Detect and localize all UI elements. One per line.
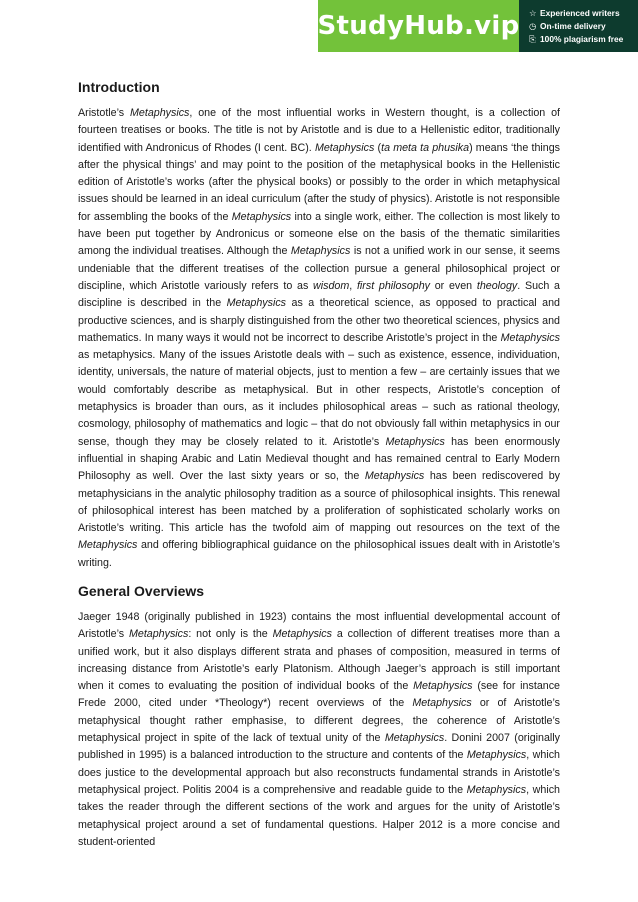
text-run: as metaphysics. Many of the issues Aristotle deals with – such as existence, essence, individuation, identity, universals, the nature of material objects, just to mention a few – are certainly issues that we would comfortably describe as metaphysical. But in other respects, Aristotle’s conception of metaphysics is broader than ours, as it includes philosophical areas – such as rational theology, cosmology, philosophy of mathematics and logic – that do not obviously fall within metaphysics in our sense, though they may be closely related to it. Aristotle’s <box>78 349 560 448</box>
italic-title: Metaphysics <box>500 331 560 344</box>
text-run: ( <box>374 141 382 154</box>
feature-label: Experienced writers <box>540 7 620 18</box>
feature-plagiarism-free <box>529 33 638 46</box>
italic-title: Metaphysics <box>385 435 445 448</box>
italic-title: Metaphysics <box>314 141 375 154</box>
feature-on-time-delivery <box>529 20 638 33</box>
text-run: , which does justice to the developmental approach but also reconstructs fundamental strands in Aristotle’s metaphysical project. Politis 2004 is a comprehensive and readable guide to the <box>78 749 560 796</box>
document-check-icon: ⎘ <box>529 33 536 44</box>
studyhub-logo[interactable]: StudyHub.vip <box>318 0 519 52</box>
feature-label: 100% plagiarism free <box>540 33 624 44</box>
clock-icon: ◷ <box>529 20 537 31</box>
italic-title: Metaphysics <box>78 539 138 552</box>
text-run: or even <box>430 279 477 292</box>
text-run: (see for instance Frede 2000, cited under *Theology*) recent overviews of the <box>78 680 560 710</box>
text-run: into a single work, either. The collection is most likely to have been put together by Andronicus or someone else on the basis of the thematic similarities among the individual treatises. Although the <box>78 210 561 258</box>
italic-title: wisdom <box>313 279 350 292</box>
italic-title: Metaphysics <box>226 297 287 310</box>
text-run: . Such a discipline is described in the <box>78 279 560 310</box>
general-overviews-heading: General Overviews <box>78 583 205 599</box>
text-run: has been rediscovered by metaphysicians in the analytic philosophy tradition as a source of philosophical insights. This renewal of philosophical interest has been matched by a proliferation of sophisticated scholarly works on Aristotle’s writing. This article has the twofold aim of mapping out resources on the text of the <box>78 470 560 535</box>
text-run: and offering bibliographical guidance on the philosophical issues dealt with in Aristotle’s writing. <box>78 539 560 569</box>
italic-title: Metaphysics <box>128 628 189 641</box>
italic-title: Metaphysics <box>290 245 351 258</box>
text-run: ) means ‘the things after the physical things’ and may point to the position of the metaphysical books in the Hellenistic edition of Aristotle’s works (after the physical books) or possibly to the order in which metaphysical issues should be learned in an ideal curriculum (after the study of physics). Aristotle is not responsible for assembling the books of the <box>78 141 560 223</box>
italic-title: Metaphysics <box>364 470 425 483</box>
text-run: , <box>349 279 357 292</box>
text-run: a collection of different treatises more than a unified work, but it also displays different strata and phases of composition, measured in terms of increasing distance from Aristotle’s early Platonism. Although Jaeger’s approach is still important when it comes to evaluating the position of individual books of the <box>78 628 560 693</box>
feature-experienced-writers <box>529 7 638 20</box>
italic-title: theology <box>476 279 518 292</box>
italic-title: Metaphysics <box>272 628 332 641</box>
feature-label: On-time delivery <box>540 20 606 31</box>
text-run: , one of the most influential works in Western thought, is a collection of fourteen treatises or books. The title is not by Aristotle and is due to a Hellenistic editor, traditionally identified with Andronicus of Rhodes (I cent. BC). <box>78 107 560 154</box>
text-run: has been enormously influential in shaping Arabic and Latin Medieval thought and has remained central to Early Modern Philosophy as well. Over the last sixty years or so, the <box>78 435 560 483</box>
italic-title: Metaphysics <box>466 783 527 796</box>
text-run: Jaeger 1948 (originally published in 1923) contains the most influential developmental account of Aristotle’s <box>78 611 560 641</box>
text-run: is not a unified work in our sense, it seems undeniable that the different treatises of the collection pursue a general philosophical project or discipline, which Aristotle variously refers to as <box>78 245 560 292</box>
italic-title: Metaphysics <box>466 749 527 762</box>
text-run: or of Aristotle’s metaphysical thought rather emphasise, to different degrees, the coherence of Aristotle’s metaphysical project in spite of the lack of textual unity of the <box>78 697 560 745</box>
italic-title: first philosophy <box>356 279 430 292</box>
introduction-heading: Introduction <box>78 79 160 95</box>
italic-title: Metaphysics <box>231 210 292 223</box>
italic-title: ta meta ta phusika <box>381 141 470 154</box>
text-run: as a theoretical science, as opposed to practical and productive sciences, and is sharply distinguished from the other two theoretical sciences, physics and mathematics. In many ways it would not be incorrect to describe Aristotle’s project in the <box>78 297 560 344</box>
italic-title: Metaphysics <box>412 697 472 710</box>
introduction-paragraph <box>78 105 560 572</box>
star-icon: ☆ <box>529 7 537 18</box>
text-run: : not only is the <box>188 628 273 641</box>
italic-title: Metaphysics <box>413 680 473 693</box>
banner-features <box>519 0 638 52</box>
italic-title: Metaphysics <box>130 107 190 119</box>
studyhub-banner[interactable] <box>318 0 638 52</box>
italic-title: Metaphysics <box>384 732 445 745</box>
text-run: , which takes the reader through the different sections of the work and argues for the unity of Aristotle’s metaphysical project around a set of fundamental questions. Halper 2012 is a more concise and student-oriented <box>78 783 560 848</box>
general-overviews-paragraph <box>78 609 560 851</box>
text-run: Aristotle’s <box>78 107 130 119</box>
text-run: . Donini 2007 (originally published in 1995) is a balanced introduction to the structure and contents of the <box>78 732 561 762</box>
